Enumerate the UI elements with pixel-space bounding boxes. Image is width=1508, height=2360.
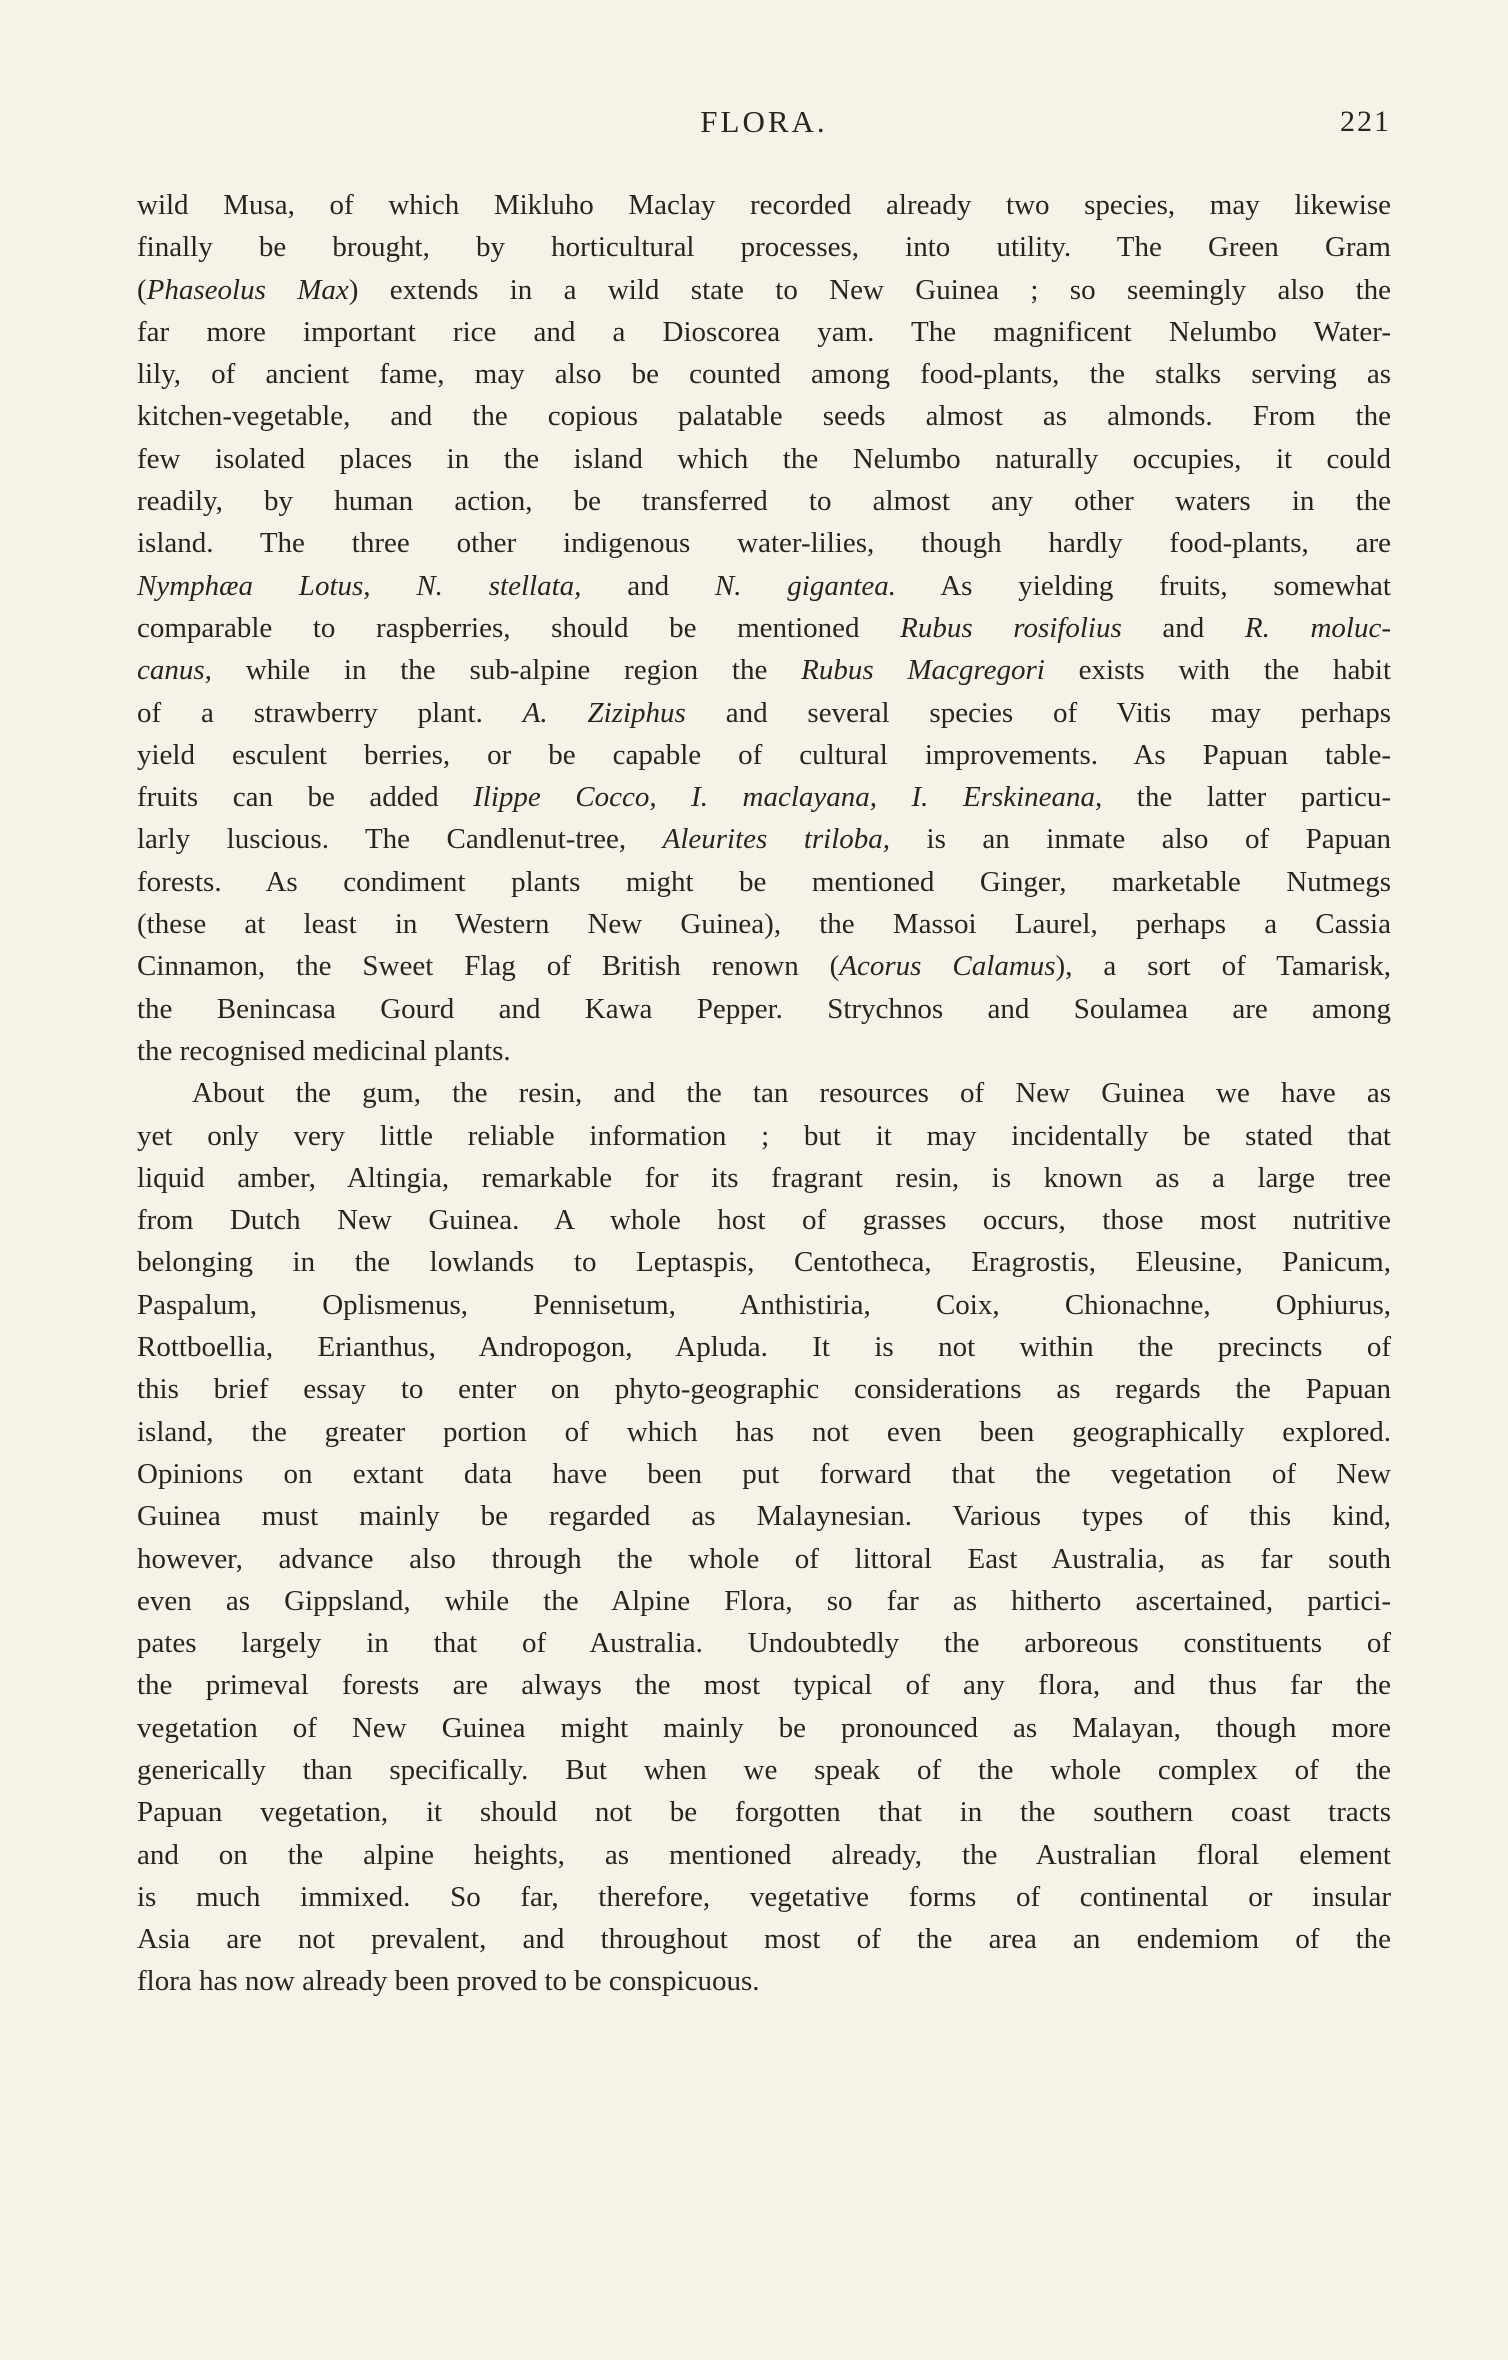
text-line <box>137 1199 1391 1241</box>
text-run: of a strawberry plant. <box>137 696 523 729</box>
text-line <box>137 776 1391 818</box>
text-line <box>137 734 1391 776</box>
text-line <box>137 1495 1391 1537</box>
italic-text: Ilippe Cocco, I. maclayana, I. Erskineana, <box>473 781 1103 814</box>
text-line <box>137 480 1391 522</box>
text-run: lily, of ancient fame, may also be counted among food-plants, the stalks serving as <box>137 358 1391 391</box>
text-line <box>137 1453 1391 1495</box>
text-run: readily, by human action, be transferred to almost any other waters in the <box>137 485 1391 518</box>
running-title: FLORA. <box>700 104 828 139</box>
running-head <box>137 100 1391 144</box>
italic-text: Acorus Calamus <box>839 950 1056 983</box>
text-run: As yielding fruits, somewhat <box>896 569 1391 602</box>
text-line <box>137 607 1391 649</box>
text-run: exists with the habit <box>1044 654 1392 687</box>
text-line <box>137 522 1391 564</box>
text-run: larly luscious. The Candlenut-tree, <box>137 823 663 856</box>
italic-text: Phaseolus Max <box>146 273 349 306</box>
italic-text: Rubus rosifolius <box>900 611 1122 644</box>
text-run: Papuan vegetation, it should not be forgotten that in the southern coast tracts <box>137 1796 1391 1829</box>
text-line <box>137 269 1391 311</box>
text-run: kitchen-vegetable, and the copious palatable seeds almost as almonds. From the <box>137 400 1391 433</box>
text-run: island. The three other indigenous water-lilies, though hardly food-plants, are <box>137 527 1391 560</box>
text-run: generically than specifically. But when we speak of the whole complex of the <box>137 1753 1391 1786</box>
text-line <box>137 1241 1391 1283</box>
text-line <box>137 1707 1391 1749</box>
text-run: even as Gippsland, while the Alpine Flora, so far as hitherto ascertained, partici- <box>137 1584 1391 1617</box>
paragraph <box>137 184 1391 1072</box>
text-line <box>137 1157 1391 1199</box>
text-run: the Benincasa Gourd and Kawa Pepper. Strychnos and Soulamea are among <box>137 992 1391 1025</box>
text-run: ) extends in a wild state to New Guinea ; so seemingly also the <box>348 273 1391 306</box>
text-run: ), a sort of Tamarisk, <box>1055 950 1391 983</box>
text-line <box>137 1749 1391 1791</box>
text-line <box>137 184 1391 226</box>
text-line <box>137 1115 1391 1157</box>
text-run: Rottboellia, Erianthus, Andropogon, Apluda. It is not within the precincts of <box>137 1331 1391 1364</box>
text-run: Opinions on extant data have been put forward that the vegetation of New <box>137 1457 1391 1490</box>
text-line <box>137 1072 1391 1114</box>
paragraph <box>137 1072 1391 2003</box>
text-run: wild Musa, of which Mikluho Maclay recorded already two species, may likewise <box>137 189 1391 221</box>
text-run: liquid amber, Altingia, remarkable for its fragrant resin, is known as a large tree <box>137 1161 1391 1194</box>
text-run: fruits can be added <box>137 781 474 814</box>
text-run: and <box>1121 611 1245 644</box>
text-run: Cinnamon, the Sweet Flag of British renown ( <box>137 950 840 983</box>
text-run: is an inmate also of Papuan <box>890 823 1391 856</box>
text-line <box>137 1411 1391 1453</box>
text-line <box>137 692 1391 734</box>
text-run: the recognised medicinal plants. <box>137 1034 511 1067</box>
text-line <box>137 226 1391 268</box>
text-line <box>137 903 1391 945</box>
text-run: this brief essay to enter on phyto-geographic considerations as regards the Papuan <box>137 1373 1391 1406</box>
text-line <box>137 1326 1391 1368</box>
text-run: yield esculent berries, or be capable of cultural improvements. As Papuan table- <box>137 738 1391 771</box>
text-run: forests. As condiment plants might be mentioned Ginger, marketable Nutmegs <box>137 865 1391 898</box>
text-line <box>137 1284 1391 1326</box>
text-run: from Dutch New Guinea. A whole host of grasses occurs, those most nutritive <box>137 1204 1391 1237</box>
italic-text: A. Ziziphus <box>522 696 686 729</box>
text-run: while in the sub-alpine region the <box>211 654 802 687</box>
italic-text: Rubus Macgregori <box>801 654 1045 687</box>
text-run: comparable to raspberries, should be mentioned <box>137 611 901 644</box>
page-number: 221 <box>1340 105 1391 138</box>
text-line <box>137 988 1391 1030</box>
text-run: the latter particu- <box>1102 781 1391 814</box>
text-line <box>137 1664 1391 1706</box>
text-run: the primeval forests are always the most typical of any flora, and thus far the <box>137 1669 1391 1702</box>
text-run: Asia are not prevalent, and throughout most of the area an endemiom of the <box>137 1923 1391 1956</box>
text-line <box>137 1791 1391 1833</box>
text-run: finally be brought, by horticultural processes, into utility. The Green Gram <box>137 231 1391 264</box>
text-line <box>137 395 1391 437</box>
text-run: yet only very little reliable information ; but it may incidentally be stated that <box>137 1119 1391 1152</box>
text-line <box>137 311 1391 353</box>
text-run: few isolated places in the island which the Nelumbo naturally occupies, it could <box>137 442 1391 475</box>
text-run: and <box>581 569 715 602</box>
italic-text: Aleurites triloba, <box>662 823 891 856</box>
text-run: is much immixed. So far, therefore, vegetative forms of continental or insular <box>137 1880 1391 1913</box>
text-line <box>137 438 1391 480</box>
italic-text: N. gigantea. <box>714 569 897 602</box>
text-run: and several species of Vitis may perhaps <box>685 696 1391 729</box>
text-run: far more important rice and a Dioscorea yam. The magnificent Nelumbo Water- <box>137 315 1391 348</box>
text-run: Paspalum, Oplismenus, Pennisetum, Anthistiria, Coix, Chionachne, Ophiurus, <box>137 1288 1391 1321</box>
text-line <box>137 945 1391 987</box>
text-line <box>137 1368 1391 1410</box>
text-line <box>137 1918 1391 1960</box>
italic-text: canus, <box>137 654 212 687</box>
text-line <box>137 1876 1391 1918</box>
text-line <box>137 1960 1391 2002</box>
text-run: vegetation of New Guinea might mainly be pronounced as Malayan, though more <box>137 1711 1391 1744</box>
text-run: and on the alpine heights, as mentioned already, the Australian floral element <box>137 1838 1391 1871</box>
text-run: pates largely in that of Australia. Undoubtedly the arboreous constituents of <box>137 1627 1391 1660</box>
italic-text: Nymphæa Lotus, N. stellata, <box>137 569 582 602</box>
text-run: flora has now already been proved to be conspicuous. <box>137 1965 760 1998</box>
italic-text: R. moluc- <box>1244 611 1391 644</box>
text-run: (these at least in Western New Guinea), the Massoi Laurel, perhaps a Cassia <box>137 908 1391 941</box>
text-line <box>137 649 1391 691</box>
text-run: Guinea must mainly be regarded as Malaynesian. Various types of this kind, <box>137 1500 1391 1533</box>
text-line <box>137 353 1391 395</box>
text-run: however, advance also through the whole of littoral East Australia, as far south <box>137 1542 1391 1575</box>
text-line <box>137 1622 1391 1664</box>
text-line <box>137 861 1391 903</box>
body-text <box>137 184 1391 2003</box>
text-run: About the gum, the resin, and the tan resources of New Guinea we have as <box>192 1077 1391 1110</box>
text-run: belonging in the lowlands to Leptaspis, Centotheca, Eragrostis, Eleusine, Panicum, <box>137 1246 1391 1279</box>
text-line <box>137 1834 1391 1876</box>
text-run: ( <box>137 273 147 306</box>
text-line <box>137 1030 1391 1072</box>
text-line <box>137 565 1391 607</box>
text-line <box>137 818 1391 860</box>
text-line <box>137 1580 1391 1622</box>
text-run: island, the greater portion of which has not even been geographically explored. <box>137 1415 1391 1448</box>
text-line <box>137 1538 1391 1580</box>
